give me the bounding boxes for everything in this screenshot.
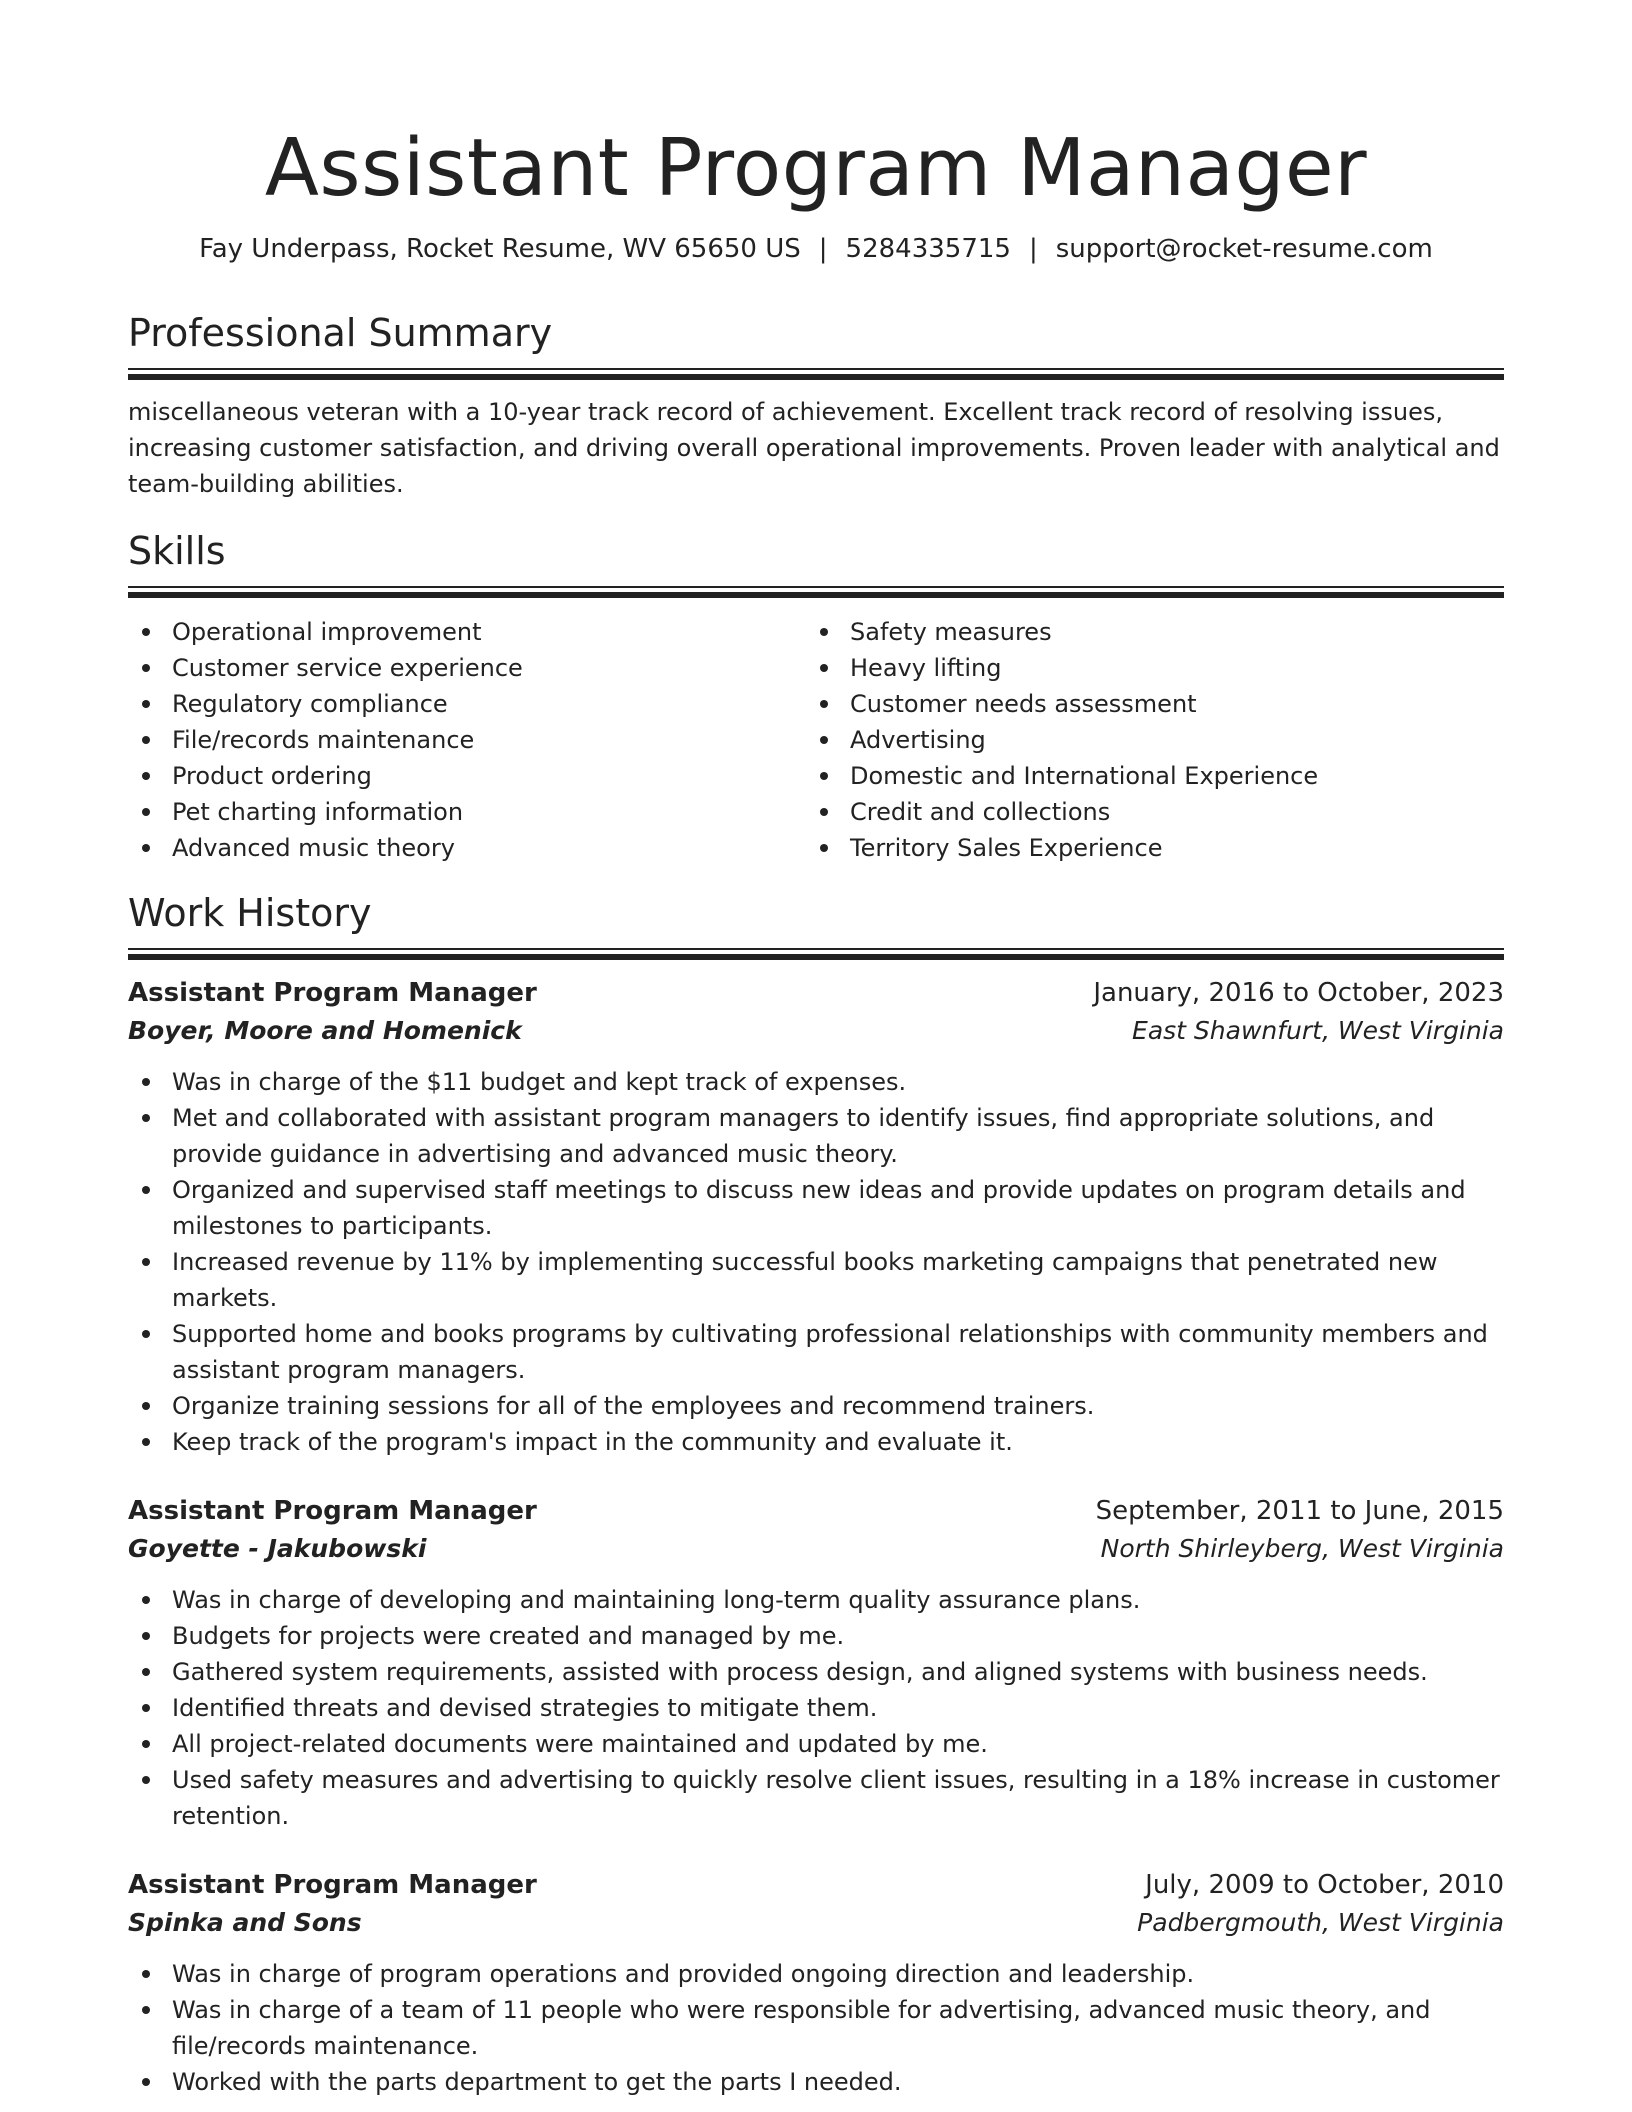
job-dates: January, 2016 to October, 2023 [1093, 978, 1504, 1008]
job-bullet: Identified threats and devised strategies to mitigate them. [128, 1690, 1504, 1726]
job-bullet: Worked with the parts department to get the parts I needed. [128, 2064, 1504, 2100]
job-header-row [128, 974, 1504, 1012]
job-dates: July, 2009 to October, 2010 [1145, 1870, 1504, 1900]
job-bullet: Was in charge of developing and maintaining long-term quality assurance plans. [128, 1582, 1504, 1618]
job-subheader-row [128, 1530, 1504, 1568]
job-bullet-list [128, 1064, 1504, 1460]
job-location: East Shawnfurt, West Virginia [1132, 1016, 1504, 1045]
summary-heading: Professional Summary [128, 311, 553, 355]
skill-item: Territory Sales Experience [806, 830, 1484, 866]
job-bullet: Was in charge of a team of 11 people who were responsible for advertising, advanced music theory, and file/records maintenance. [128, 1992, 1504, 2064]
skill-item: File/records maintenance [128, 722, 806, 758]
skill-item: Operational improvement [128, 614, 806, 650]
skill-item: Customer service experience [128, 650, 806, 686]
job-bullet: Gathered system requirements, assisted with process design, and aligned systems with business needs. [128, 1654, 1504, 1690]
skills-heading: Skills [128, 529, 226, 573]
contact-separator: | [1028, 234, 1038, 264]
job-bullet: Organize training sessions for all of the employees and recommend trainers. [128, 1388, 1504, 1424]
job-bullet: Was in charge of program operations and provided ongoing direction and leadership. [128, 1956, 1504, 1992]
job-bullet: Organized and supervised staff meetings to discuss new ideas and provide updates on program details and milestones to participants. [128, 1172, 1504, 1244]
skill-item: Product ordering [128, 758, 806, 794]
job-header-row [128, 1866, 1504, 1904]
job-bullet: Met and collaborated with assistant program managers to identify issues, find appropriate solutions, and provide guidance in advertising and advanced music theory. [128, 1100, 1504, 1172]
job-entry [128, 1492, 1504, 1834]
skill-item: Pet charting information [128, 794, 806, 830]
section-divider [128, 368, 1504, 380]
skill-item: Advertising [806, 722, 1484, 758]
job-header-row [128, 1492, 1504, 1530]
job-bullet: Was in charge of the $11 budget and kept track of expenses. [128, 1064, 1504, 1100]
skills-list-left [128, 614, 806, 866]
contact-email[interactable]: support@rocket-resume.com [1055, 234, 1433, 264]
skill-item: Advanced music theory [128, 830, 806, 866]
job-entry [128, 1866, 1504, 2100]
job-bullet-list [128, 1956, 1504, 2100]
skill-item: Domestic and International Experience [806, 758, 1484, 794]
skill-item: Heavy lifting [806, 650, 1484, 686]
job-dates: September, 2011 to June, 2015 [1095, 1496, 1504, 1526]
job-title: Assistant Program Manager [128, 978, 537, 1008]
job-bullet: Increased revenue by 11% by implementing successful books marketing campaigns that penetrated new markets. [128, 1244, 1504, 1316]
job-bullet: Used safety measures and advertising to quickly resolve client issues, resulting in a 18% increase in customer retention. [128, 1762, 1504, 1834]
job-title: Assistant Program Manager [128, 1870, 537, 1900]
job-subheader-row [128, 1904, 1504, 1942]
work-heading: Work History [128, 891, 372, 935]
job-company: Boyer, Moore and Homenick [128, 1016, 522, 1045]
job-title: Assistant Program Manager [128, 1496, 537, 1526]
section-divider [128, 586, 1504, 598]
contact-address: Fay Underpass, Rocket Resume, WV 65650 US [199, 234, 801, 264]
job-company: Goyette - Jakubowski [128, 1534, 427, 1563]
skills-section [128, 528, 1504, 866]
skill-item: Customer needs assessment [806, 686, 1484, 722]
resume-title: Assistant Program Manager [264, 122, 1368, 214]
section-divider [128, 948, 1504, 960]
job-company: Spinka and Sons [128, 1908, 362, 1937]
summary-text: miscellaneous veteran with a 10-year track record of achievement. Excellent track record of resolving issues, increasing customer satisfaction, and driving overall operational improvements. Proven leader with analytical and team-building abilities. [128, 398, 1500, 498]
job-bullet: Keep track of the program's impact in the community and evaluate it. [128, 1424, 1504, 1460]
contact-separator: | [818, 234, 828, 264]
summary-section [128, 310, 1504, 502]
job-location: North Shirleyberg, West Virginia [1100, 1534, 1504, 1563]
job-subheader-row [128, 1012, 1504, 1050]
skills-grid [128, 614, 1504, 866]
skill-item: Safety measures [806, 614, 1484, 650]
job-bullet: Supported home and books programs by cultivating professional relationships with community members and assistant program managers. [128, 1316, 1504, 1388]
job-bullet-list [128, 1582, 1504, 1834]
resume-page [128, 0, 1504, 2100]
work-section [128, 890, 1504, 2100]
skill-item: Regulatory compliance [128, 686, 806, 722]
skills-list-right [806, 614, 1484, 866]
job-entry [128, 974, 1504, 1460]
job-bullet: All project-related documents were maintained and updated by me. [128, 1726, 1504, 1762]
skill-item: Credit and collections [806, 794, 1484, 830]
contact-line [128, 232, 1504, 266]
job-bullet: Budgets for projects were created and managed by me. [128, 1618, 1504, 1654]
contact-phone[interactable]: 5284335715 [845, 234, 1011, 264]
job-location: Padbergmouth, West Virginia [1137, 1908, 1504, 1937]
